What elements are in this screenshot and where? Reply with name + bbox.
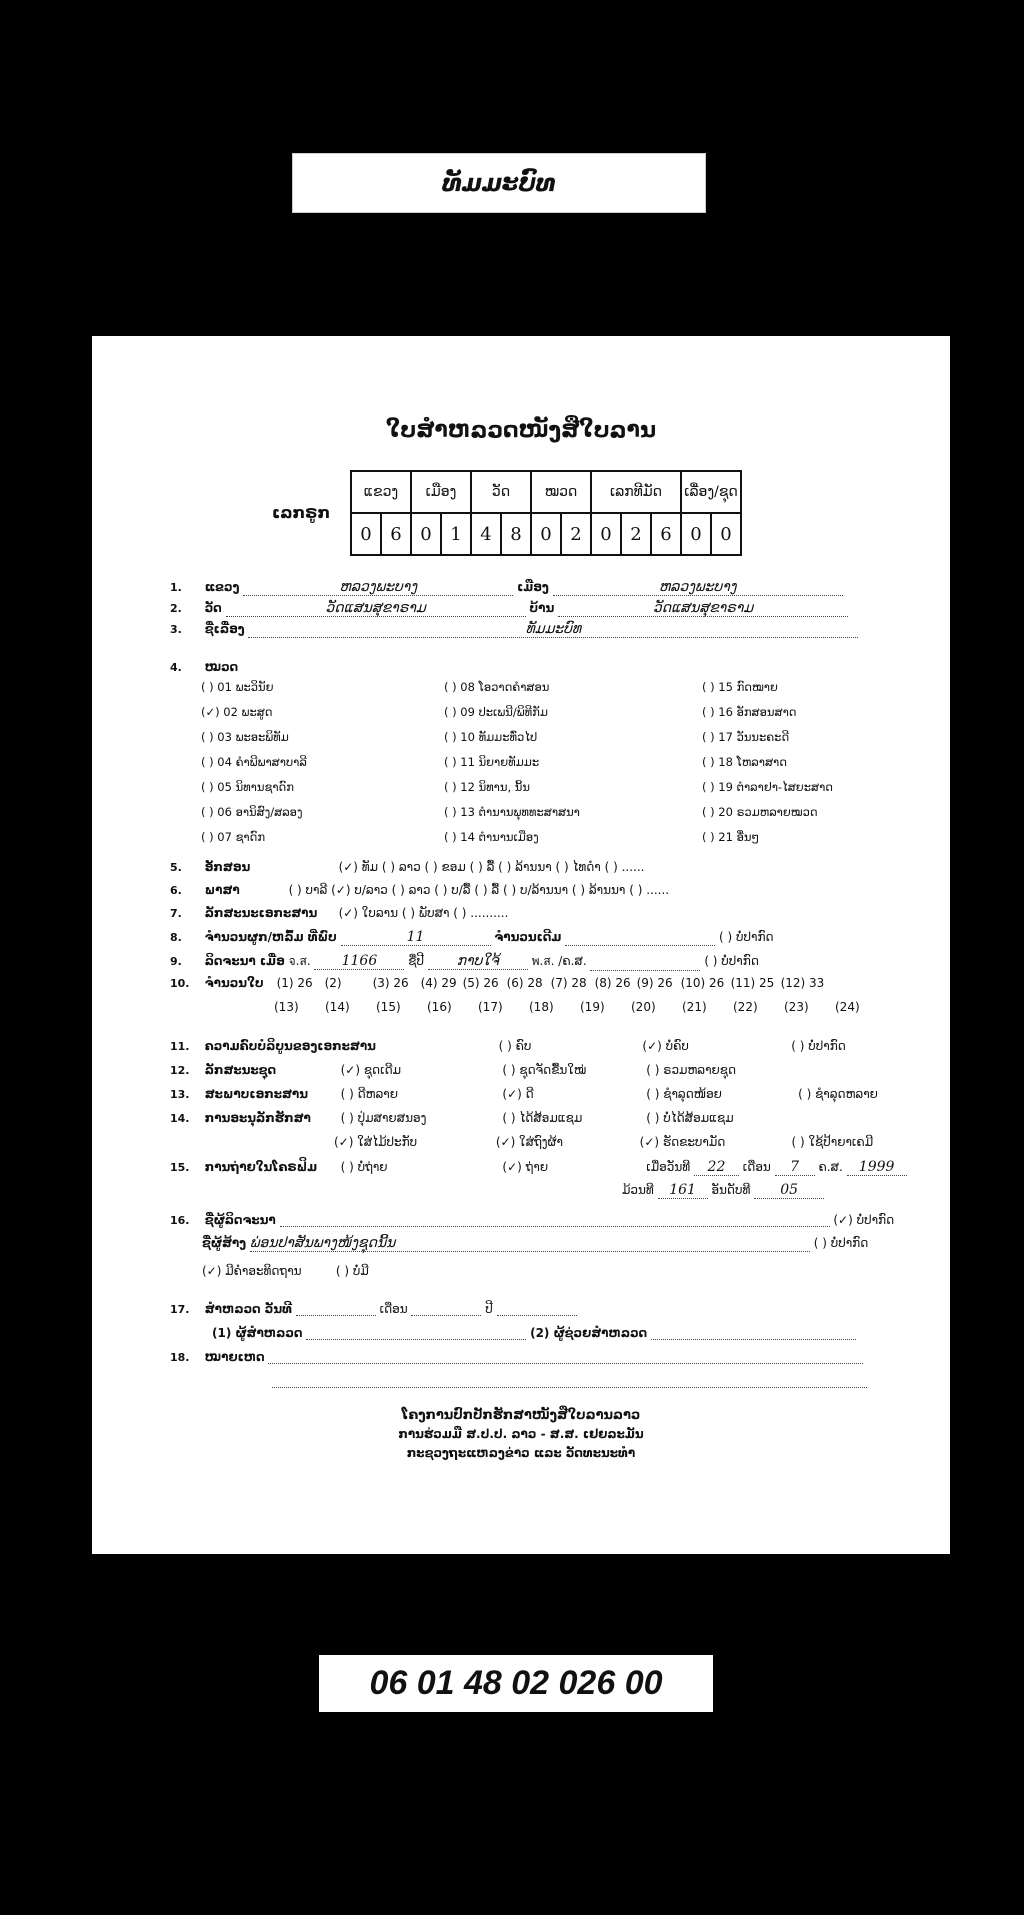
field-doctype-row: 7. ລັກສະນະເອກະສານ (✓) ໃບລານ ( ) ພັບສາ ( ) .......... (170, 906, 509, 920)
field-survey-row: 17. ສຳຫລວດ ວັນທີ ເດືອນ ປີ (170, 1302, 577, 1316)
film-month: 7 (775, 1159, 815, 1176)
field-year-name-value: ກາບໃຈ້ (428, 953, 528, 970)
category-option[interactable]: ( ) 17 ວັນນະຄະດີ (702, 730, 790, 744)
option-has-prayer[interactable]: (✓) ມີຄຳອະທິດຖານ (202, 1264, 302, 1278)
category-option[interactable]: ( ) 07 ຊາດົກ (201, 830, 266, 844)
field-original-count-label: ຈຳນວນເດີມ (494, 930, 562, 944)
field-survey-month-label: ເດືອນ (379, 1302, 408, 1316)
leaves-count: (3) 26 (372, 976, 409, 990)
code-digit: 6 (381, 513, 411, 555)
field-prayer-row (202, 1264, 369, 1278)
manuscript-id-label: 06 01 48 02 026 00 (319, 1655, 713, 1712)
film-roll: 161 (658, 1182, 708, 1199)
leaves-count: (11) 25 (730, 976, 775, 990)
field-village-value: ວັດແສນສຸຂາຣາມ (558, 600, 848, 617)
option-unknown[interactable]: ( ) ບໍ່ປາກົດ (791, 1039, 846, 1053)
option-sponsor-unknown[interactable]: ( ) ບໍ່ປາກົດ (813, 1236, 869, 1250)
option-conservation[interactable]: (✓) ໃສ່ຖົງຜ້າ (495, 1135, 564, 1149)
leaves-count: (9) 26 (636, 976, 673, 990)
category-col-2 (444, 675, 580, 850)
field-scribe-row: 16. ຊື່ຜູ້ລິດຈະນາ (✓) ບໍ່ປາກົດ (170, 1213, 895, 1227)
field-completeness-label: ຄວາມຄົບບໍລິບູນຂອງເອກະສານ (204, 1039, 376, 1053)
field-leaves-label: ຈຳນວນໃບ (204, 976, 264, 990)
leaves-count: (22) (733, 1000, 758, 1014)
field-written-year: 1166 (314, 953, 404, 970)
code-digit: 2 (561, 513, 591, 555)
option-good[interactable]: (✓) ດີ (502, 1087, 534, 1101)
field-province-row: 1. ແຂວງ ຫລວງພະບາງ ເມືອງ ຫລວງພະບາງ (170, 579, 843, 596)
code-header-story: ເລື່ອງ/ຊຸດ (681, 471, 741, 513)
field-remarks-label: ໝາຍເຫດ (204, 1350, 265, 1364)
leaves-count: (13) (274, 1000, 299, 1014)
option-complete[interactable]: ( ) ຄົບ (498, 1039, 532, 1053)
field-story-value: ທັມມະບົທ (248, 621, 858, 638)
field-date-unknown[interactable]: ( ) ບໍ່ປາກົດ (704, 954, 759, 968)
code-header-temple: ວັດ (471, 471, 531, 513)
field-temple-row: 2. ວັດ ວັດແສນສຸຂາຣາມ ບ້ານ ວັດແສນສຸຂາຣາມ (170, 600, 848, 617)
category-option[interactable]: ( ) 11 ນິຍາຍທັມມະ (444, 755, 540, 769)
field-microfilm-row: 15. ການຖ່າຍໃນໂຄຣຟິມ ( ) ບໍ່ຖ່າຍ (✓) ຖ່າຍ ເມື່ອວັນທີ 22 ເດືອນ 7 ຄ.ສ. 1999 (170, 1159, 907, 1176)
category-option[interactable]: ( ) 21 ອື່ນໆ (702, 830, 760, 844)
film-roll-label: ມ້ວນທີ (622, 1183, 654, 1197)
code-label: ເລກຣູກ (272, 503, 331, 522)
field-sponsor-row (202, 1235, 868, 1252)
category-option[interactable]: ( ) 13 ຕຳນານພຸທທະສາສນາ (444, 805, 580, 819)
category-col-1 (201, 675, 307, 850)
category-option[interactable]: ( ) 09 ປະເພນີ/ພິທີກັມ (444, 705, 548, 719)
field-survey-year-label: ປີ (485, 1302, 493, 1316)
option-no-prayer[interactable]: ( ) ບໍ່ມີ (335, 1264, 369, 1278)
era-label: จ.ส. (288, 954, 311, 968)
field-leaves-row-2 (274, 1000, 886, 1014)
leaves-count: (7) 28 (550, 976, 587, 990)
field-leaves-row: 10. ຈຳນວນໃບ (1) 26 (2) (3) 26 (4) 29 (5) 26 (6) 28 (7) 28 (8) 26 (9) 26 (10) 26 (11) 25 (12) 33 (170, 976, 831, 990)
option-conservation[interactable]: ( ) ໃຊ້ປ້າຍາເຄມີ (791, 1135, 874, 1149)
category-option[interactable]: ( ) 10 ທັມມະທົ່ວໄປ (444, 730, 538, 744)
field-language-row: 6. ພາສາ ( ) ບາລີ (✓) ບ/ລາວ ( ) ລາວ ( ) ບ/ລື້ ( ) ລື້ ( ) ບ/ລ້ານນາ ( ) ລ້ານນາ ( ) ...... (170, 883, 670, 897)
category-option[interactable]: ( ) 14 ຕຳນານເມືອງ (444, 830, 539, 844)
category-col-3 (702, 675, 833, 850)
leaves-count: (17) (478, 1000, 503, 1014)
document-title-label: ທັມມະບົທ (292, 153, 706, 213)
footer-ministry: ກະຊວງຖະແຫລງຂ່າວ ແລະ ວັດທະນະທຳ (406, 1446, 636, 1460)
leaves-count: (15) (376, 1000, 401, 1014)
code-table (350, 470, 742, 556)
leaves-count: (23) (784, 1000, 809, 1014)
film-year-label: ຄ.ສ. (818, 1160, 843, 1174)
field-category-row: 4. ໝວດ (170, 660, 239, 674)
field-script-options[interactable]: (✓) ທັມ ( ) ລາວ ( ) ຂອມ ( ) ລື້ ( ) ລ້ານນາ ( ) ໄທດຳ ( ) ...... (338, 860, 645, 874)
category-option[interactable]: ( ) 03 ພະອະພິທັມ (201, 730, 289, 744)
field-set-label: ລັກສະນະຊຸດ (204, 1063, 277, 1077)
code-digit: 2 (621, 513, 651, 555)
film-frame-label: ອັນດັບທີ (711, 1183, 751, 1197)
field-doctype-label: ລັກສະນະເອກະສານ (204, 906, 318, 920)
option-conservation[interactable]: ( ) ບໍ່ໄດ້ສ້ອມແຊມ (646, 1111, 734, 1125)
code-header-category: ໝວດ (531, 471, 591, 513)
code-digit: 1 (441, 513, 471, 555)
field-conservation-row: 14. ການອະນຸລັກຮັກສາ ( ) ປຸ່ມສາຍສນອງ ( ) ໄດ້ສ້ອມແຊມ ( ) ບໍ່ໄດ້ສ້ອມແຊມ (170, 1111, 734, 1125)
field-temple-label: ວັດ (204, 601, 222, 615)
category-option[interactable]: ( ) 01 ພະວິນັຍ (201, 680, 274, 694)
option-not-filmed[interactable]: ( ) ບໍ່ຖ່າຍ (340, 1160, 388, 1174)
code-digit: 0 (411, 513, 441, 555)
field-completeness-row: 11. ຄວາມຄົບບໍລິບູນຂອງເອກະສານ ( ) ຄົບ (✓) ບໍ່ຄົບ ( ) ບໍ່ປາກົດ (170, 1039, 846, 1053)
field-story-row: 3. ຊື່ເລື່ອງ ທັມມະບົທ (170, 621, 858, 638)
field-conservation-row-2 (334, 1135, 873, 1149)
leaves-count: (2) (324, 976, 342, 990)
field-province-value: ຫລວງພະບາງ (243, 579, 513, 596)
code-digit: 0 (531, 513, 561, 555)
field-date-row: 9. ລິດຈະນາ ເມື່ອ จ.ส. 1166 ຊື່ປີ ກາບໃຈ້ พ.ส. /ຄ.ສ. ( ) ບໍ່ປາກົດ (170, 953, 759, 969)
field-condition-label: ສະພາບເອກະສານ (204, 1087, 308, 1101)
field-district-label: ເມືອງ (517, 580, 549, 594)
field-year-name-label: ຊື່ປີ (408, 954, 424, 968)
field-script-row: 5. ອັກສອນ (✓) ທັມ ( ) ລາວ ( ) ຂອມ ( ) ລື້ ( ) ລ້ານນາ ( ) ໄທດຳ ( ) ...... (170, 860, 645, 874)
option-badly-damaged[interactable]: ( ) ຊຳລຸດຫລາຍ (798, 1087, 878, 1101)
category-option[interactable]: (✓) 02 ພະສູດ (201, 705, 273, 719)
option-combined-set[interactable]: ( ) ຣວມຫລາຍຊຸດ (646, 1063, 737, 1077)
field-fascicles-unknown[interactable]: ( ) ບໍ່ປາກົດ (719, 930, 774, 944)
code-digit: 0 (711, 513, 741, 555)
category-option[interactable]: ( ) 12 ນິທານ, ນິ້ນ (444, 780, 530, 794)
option-conservation[interactable]: (✓) ໃສ່ໄມ້ປະກັບ (334, 1135, 418, 1149)
form-title: ໃບສຳຫລວດໜັງສືໃບລານ (385, 418, 657, 443)
field-doctype-options[interactable]: (✓) ໃບລານ ( ) ພັບສາ ( ) .......... (338, 906, 509, 920)
field-story-label: ຊື່ເລື່ອງ (204, 622, 245, 636)
option-very-good[interactable]: ( ) ດີຫລາຍ (340, 1087, 398, 1101)
leaves-count: (21) (682, 1000, 707, 1014)
field-surveyor-label: (1) ຜູ້ສຳຫລວດ (212, 1326, 303, 1340)
footer-project: ໂຄງການປົກປັກຮັກສາໜັງສືໃບລານລາວ (401, 1408, 641, 1423)
field-language-options[interactable]: ( ) ບາລີ (✓) ບ/ລາວ ( ) ລາວ ( ) ບ/ລື້ ( ) ລື້ ( ) ບ/ລ້ານນາ ( ) ລ້ານນາ ( ) ...... (288, 883, 670, 897)
field-fascicles-row: 8. ຈຳນວນຜູກ/ຫລົ້ມ ທີ່ພົບ 11 ຈຳນວນເດີມ ( ) ບໍ່ປາກົດ (170, 929, 774, 945)
category-option[interactable]: ( ) 08 ໂອວາດຄຳສອນ (444, 680, 550, 694)
code-digit: 8 (501, 513, 531, 555)
leaves-count: (5) 26 (462, 976, 499, 990)
category-option[interactable]: ( ) 16 ອັກສອນສາດ (702, 705, 797, 719)
option-conservation[interactable]: (✓) ຮັດຂະບາມັດ (639, 1135, 726, 1149)
category-option[interactable]: ( ) 15 ກົດໝາຍ (702, 680, 778, 694)
field-remarks-row: 18. ໝາຍເຫດ (170, 1350, 863, 1364)
field-language-label: ພາສາ (204, 883, 240, 897)
leaves-count: (10) 26 (680, 976, 725, 990)
field-fascicles-value: 11 (341, 929, 491, 946)
leaves-count: (4) 29 (420, 976, 457, 990)
field-remarks-row-2 (272, 1374, 867, 1388)
category-option[interactable]: ( ) 20 ຣວມຫລາຍໝວດ (702, 805, 818, 819)
code-header-bundle: ເລກທີມັດ (591, 471, 681, 513)
field-category-label: ໝວດ (204, 660, 239, 674)
leaves-count: (16) (427, 1000, 452, 1014)
field-scribe-label: ຊື່ຜູ້ລິດຈະນາ (204, 1213, 276, 1227)
code-header-district: ເມືອງ (411, 471, 471, 513)
field-village-label: ບ້ານ (529, 601, 555, 615)
leaves-count: (12) 33 (780, 976, 825, 990)
film-month-label: ເດືອນ (742, 1160, 771, 1174)
option-filmed[interactable]: (✓) ຖ່າຍ (502, 1160, 549, 1174)
field-province-label: ແຂວງ (204, 580, 240, 594)
era2-label: พ.ส. /ຄ.ສ. (531, 954, 587, 968)
option-conservation[interactable]: ( ) ໄດ້ສ້ອມແຊມ (502, 1111, 583, 1125)
field-fascicles-label: ຈຳນວນຜູກ/ຫລົ້ມ ທີ່ພົບ (204, 930, 337, 944)
film-year: 1999 (847, 1159, 907, 1176)
option-conservation[interactable]: ( ) ປຸ່ມສາຍສນອງ (340, 1111, 427, 1125)
code-digit: 0 (351, 513, 381, 555)
field-conservation-label: ການອະນຸລັກຮັກສາ (204, 1111, 311, 1125)
field-district-value: ຫລວງພະບາງ (553, 579, 843, 596)
leaves-count: (1) 26 (276, 976, 313, 990)
leaves-count: (8) 26 (594, 976, 631, 990)
leaves-count: (6) 28 (506, 976, 543, 990)
category-option[interactable]: ( ) 04 ຄຳພີພາສາບາລີ (201, 755, 307, 769)
leaves-count: (20) (631, 1000, 656, 1014)
category-option[interactable]: ( ) 18 ໂຫລາສາດ (702, 755, 787, 769)
film-day: 22 (694, 1159, 739, 1176)
option-incomplete[interactable]: (✓) ບໍ່ຄົບ (642, 1039, 689, 1053)
field-written-label: ລິດຈະນາ ເມື່ອ (204, 954, 285, 968)
film-date-label: ເມື່ອວັນທີ (646, 1160, 691, 1174)
field-sponsor-label: ຊື່ຜູ້ສ້າງ (202, 1236, 247, 1250)
leaves-count: (14) (325, 1000, 350, 1014)
leaves-count: (24) (835, 1000, 860, 1014)
leaves-count: (19) (580, 1000, 605, 1014)
field-temple-value: ວັດແສນສຸຂາຣາມ (226, 600, 526, 617)
field-survey-date-label: ສຳຫລວດ ວັນທີ (204, 1302, 292, 1316)
code-header-province: ແຂວງ (351, 471, 411, 513)
code-digit: 4 (471, 513, 501, 555)
field-set-row: 12. ລັກສະນະຊຸດ (✓) ຊຸດເດີມ ( ) ຊຸດຈັດຂື້ນໃໝ່ ( ) ຣວມຫລາຍຊຸດ (170, 1063, 737, 1077)
category-option[interactable]: ( ) 06 ອານິສົງ/ສລອງ (201, 805, 303, 819)
option-slightly-damaged[interactable]: ( ) ຊຳລຸດໜ້ອຍ (646, 1087, 722, 1101)
code-digit: 0 (681, 513, 711, 555)
film-frame: 05 (754, 1182, 824, 1199)
footer-cooperation: ການຮ່ວມມື ສ.ປ.ປ. ລາວ - ສ.ສ. ເຢຍລະມັນ (398, 1427, 644, 1441)
field-microfilm-label: ການຖ່າຍໃນໂຄຣຟິມ (204, 1160, 318, 1174)
option-new-set[interactable]: ( ) ຊຸດຈັດຂື້ນໃໝ່ (502, 1063, 587, 1077)
option-scribe-unknown[interactable]: (✓) ບໍ່ປາກົດ (833, 1213, 895, 1227)
field-sponsor-value: ພ່ອນປາສັນພາງໜ້ງຊຸດນີ້ນ (250, 1235, 810, 1252)
form-footer (92, 1406, 950, 1463)
survey-form-sheet (92, 336, 950, 1554)
field-microfilm-row-2 (622, 1182, 824, 1199)
option-original-set[interactable]: (✓) ຊຸດເດີມ (340, 1063, 402, 1077)
code-digit: 6 (651, 513, 681, 555)
category-option[interactable]: ( ) 19 ຕຳລາຢາ-ໄສຍະສາດ (702, 780, 833, 794)
field-condition-row: 13. ສະພາບເອກະສານ ( ) ດີຫລາຍ (✓) ດີ ( ) ຊຳລຸດໜ້ອຍ ( ) ຊຳລຸດຫລາຍ (170, 1087, 878, 1101)
leaves-count: (18) (529, 1000, 554, 1014)
field-surveyor-row (212, 1326, 856, 1340)
code-digit: 0 (591, 513, 621, 555)
field-assistant-label: (2) ຜູ້ຊ່ວຍສຳຫລວດ (530, 1326, 648, 1340)
category-option[interactable]: ( ) 05 ນິທານຊາດົກ (201, 780, 294, 794)
field-script-label: ອັກສອນ (204, 860, 251, 874)
